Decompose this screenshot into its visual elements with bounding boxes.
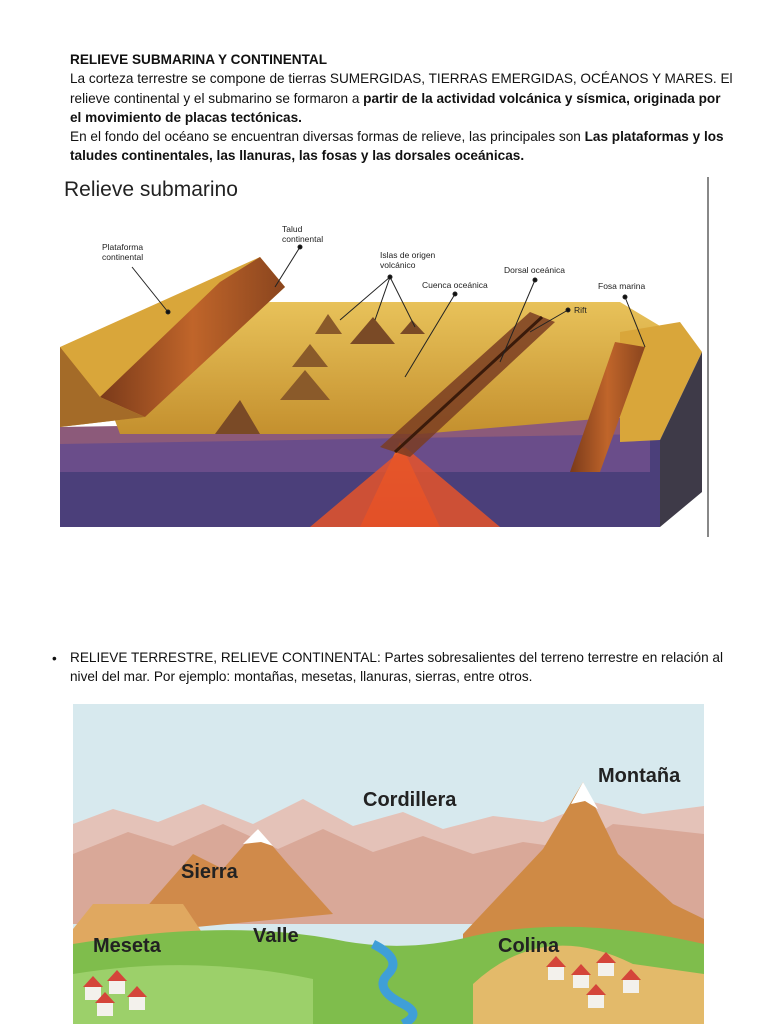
continental-relief-figure <box>73 704 704 1024</box>
label-montana: Montaña <box>598 765 681 787</box>
intro-line1-bold: partir de la actividad volcánica y sísmica, originada por el movimiento de placas tectónicas. <box>70 90 721 125</box>
intro-paragraph-1 <box>70 69 735 127</box>
label-plataforma-2: continental <box>102 252 144 262</box>
label-plataforma-1: Plataforma <box>102 242 144 252</box>
intro-line1: La corteza terrestre se compone de tierras SUMERGIDAS, TIERRAS EMERGIDAS, OCÉANOS Y MARES. El relieve continental y el submarino se formaron a <box>70 71 733 106</box>
label-colina: Colina <box>498 935 560 957</box>
section-heading: RELIEVE SUBMARINA Y CONTINENTAL <box>70 52 328 67</box>
figure-title: Relieve submarino <box>64 178 238 201</box>
label-meseta: Meseta <box>93 935 161 957</box>
continental-relief-text: RELIEVE TERRESTRE, RELIEVE CONTINENTAL: Partes sobresalientes del terreno terrestre en relación al nivel del mar. Por ejemplo: montañas, mesetas, llanuras, sierras, entre otros. <box>70 650 724 685</box>
label-islas-2: volcánico <box>380 260 416 270</box>
label-talud-1: Talud <box>282 224 303 234</box>
submarine-relief-figure <box>60 172 712 540</box>
label-fosa: Fosa marina <box>598 281 646 291</box>
label-cuenca: Cuenca oceánica <box>422 280 488 290</box>
intro-text <box>70 50 735 166</box>
label-dorsal: Dorsal oceánica <box>504 265 565 275</box>
label-sierra: Sierra <box>181 861 238 883</box>
label-cordillera: Cordillera <box>363 789 457 811</box>
label-rift: Rift <box>574 305 587 315</box>
bullet-marker: • <box>52 651 57 666</box>
label-valle: Valle <box>253 925 299 947</box>
label-islas-1: Islas de origen <box>380 250 436 260</box>
intro-paragraph-2 <box>70 127 735 166</box>
label-talud-2: continental <box>282 234 324 244</box>
intro-line2-bold: Las plataformas y los taludes continentales, las llanuras, las fosas y las dorsales oceánicas. <box>70 129 724 164</box>
intro-line2: En el fondo del océano se encuentran diversas formas de relieve, las principales son <box>70 129 585 145</box>
